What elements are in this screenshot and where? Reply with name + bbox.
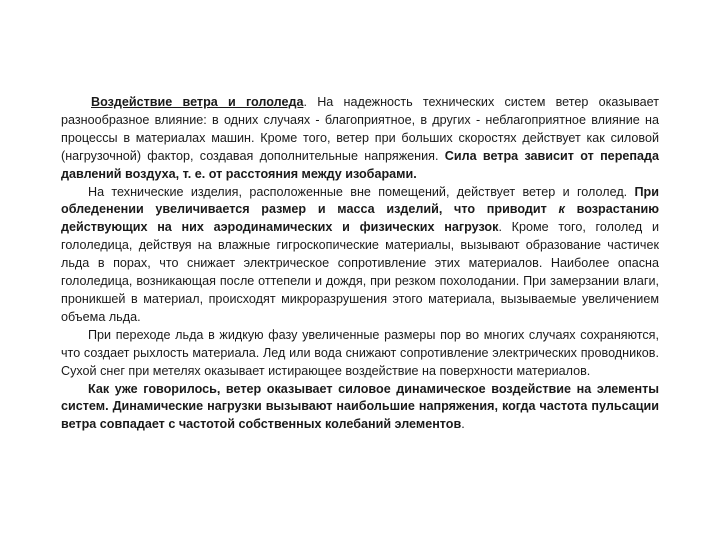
paragraph-4-end: . [461, 417, 465, 432]
paragraph-ice-melting [61, 327, 659, 381]
paragraph-dynamic-loads [61, 381, 659, 435]
heading-period: . [303, 95, 307, 109]
paragraph-icing [61, 184, 659, 327]
document-text [61, 94, 659, 434]
paragraph-2-bold-1: При обледенении увеличивается размер и масса изделий, что приводит [61, 184, 659, 217]
paragraph-3-text: При переходе льда в жидкую фазу увеличенные размеры пор во многих случаях сохраняются, что создает рыхлость материала. Лед или вода снижают сопротивление электрических проводников. Сухой снег при метелях оказывает истирающее воздействие на поверхности материалов. [61, 327, 659, 378]
paragraph-4-bold: Как уже говорилось, ветер оказывает силовое динамическое воздействие на элементы систем. Динамические нагрузки вызывают наибольшие напряжения, когда частота пульсации ветра совпадает с частотой собственных колебаний элементов [61, 381, 659, 432]
paragraph-1-bold: Сила ветра зависит от перепада давлений воздуха, т. е. от расстояния между изобарами. [61, 148, 659, 181]
paragraph-wind-ice [61, 94, 659, 184]
paragraph-2-bold-italic: к [558, 202, 565, 217]
section-heading: Воздействие ветра и гололеда [91, 95, 304, 109]
paragraph-2-text-1: На технические изделия, расположенные вне помещений, действует ветер и гололед. [88, 184, 635, 199]
paragraph-2-text-2: . Кроме того, гололед и гололедица, действуя на влажные гигроскопические материалы, вызывают образование частичек льда в порах, что снижает электрическое сопротивление этих материалов. Наиболее опасна гололедица, возникающая после оттепели и дождя, при резком похолодании. При замерзании влаги, проникшей в материал, происходят микроразрушения этого материала, вызываемые увеличением объема льда. [61, 220, 660, 324]
paragraph-2-bold-2: возрастанию действующих на них аэродинамических и физических нагрузок [61, 202, 659, 235]
paragraph-1-text: На надежность технических систем ветер оказывает разнообразное влияние: в одних случаях - благоприятное, в других - неблагоприятное влияние на процессы в материалах машин. Кроме того, ветер при больших скоростях действует как силовой (нагрузочной) фактор, создавая дополнительные напряжения. [61, 95, 659, 163]
